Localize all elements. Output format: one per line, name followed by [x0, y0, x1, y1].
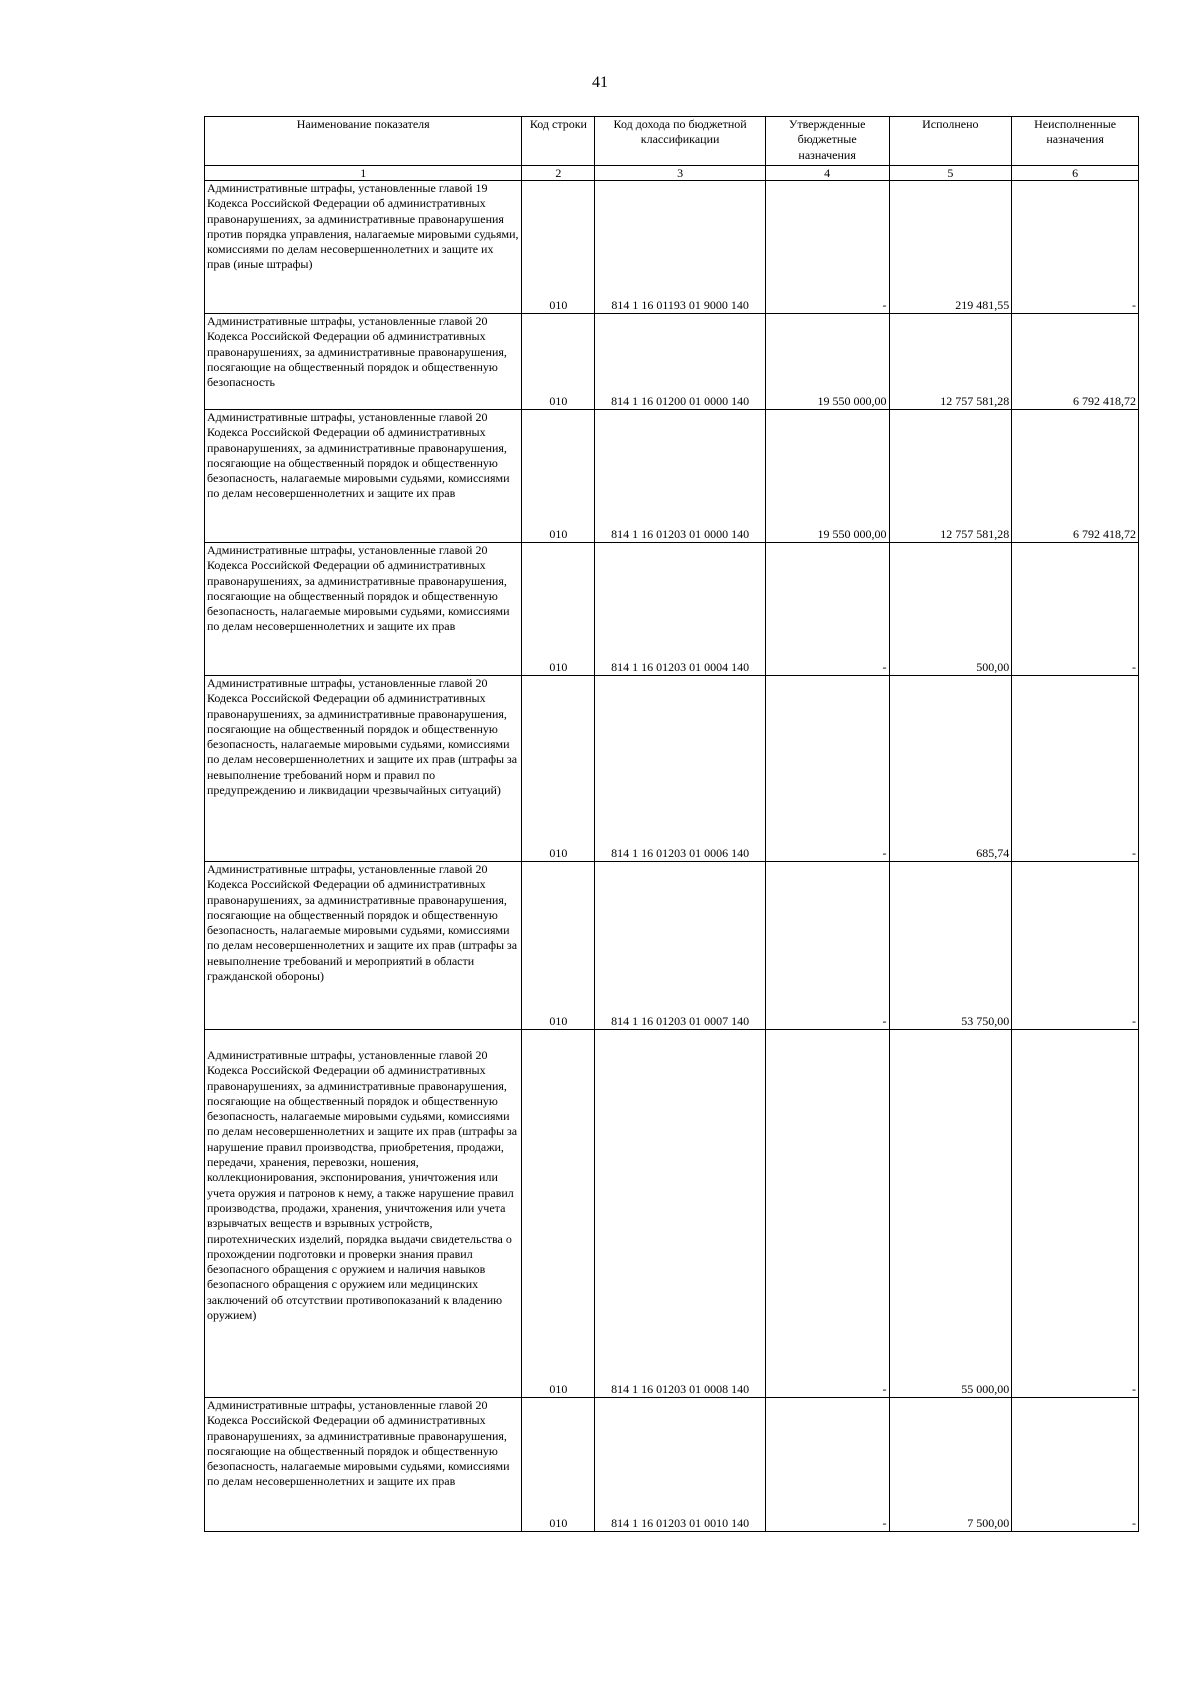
header-approved: Утвержденные бюджетные назначения — [765, 117, 889, 166]
header-unexecuted: Неисполненные назначения — [1012, 117, 1139, 166]
income-code: 814 1 16 01200 01 0000 140 — [595, 314, 765, 410]
approved-amount: - — [765, 543, 889, 676]
approved-amount: - — [765, 1030, 889, 1398]
unexecuted-amount: - — [1012, 181, 1139, 314]
unexecuted-amount: - — [1012, 862, 1139, 1030]
indicator-name: Административные штрафы, установленные главой 20 Кодекса Российской Федерации об административных правонарушениях, за административные правонарушения, посягающие на общественный порядок и общественную безопасность, налагаемые мировыми судьями, комиссиями по делам несовершеннолетних и защите их прав — [205, 1398, 522, 1532]
indicator-name: Административные штрафы, установленные главой 20 Кодекса Российской Федерации об административных правонарушениях, за административные правонарушения, посягающие на общественный порядок и общественную безопасность, налагаемые мировыми судьями, комиссиями по делам несовершеннолетних и защите их прав (штрафы за невыполнение требований и мероприятий в области гражданской обороны) — [205, 862, 522, 1030]
approved-amount: - — [765, 676, 889, 862]
table-row — [205, 862, 1139, 1030]
line-code: 010 — [522, 181, 595, 314]
executed-amount: 500,00 — [889, 543, 1012, 676]
table-row — [205, 1030, 1139, 1398]
column-number: 2 — [522, 166, 595, 181]
unexecuted-amount: - — [1012, 1030, 1139, 1398]
unexecuted-amount: 6 792 418,72 — [1012, 314, 1139, 410]
table-row — [205, 314, 1139, 410]
column-number: 5 — [889, 166, 1012, 181]
unexecuted-amount: - — [1012, 1398, 1139, 1532]
income-code: 814 1 16 01203 01 0004 140 — [595, 543, 765, 676]
line-code: 010 — [522, 1398, 595, 1532]
indicator-name: Административные штрафы, установленные главой 20 Кодекса Российской Федерации об административных правонарушениях, за административные правонарушения, посягающие на общественный порядок и общественную безопасность, налагаемые мировыми судьями, комиссиями по делам несовершеннолетних и защите их прав (штрафы за нарушение правил производства, приобретения, продажи, передачи, хранения, перевозки, ношения, коллекционирования, экспонирования, уничтожения или учета оружия и патронов к нему, а также нарушение правил производства, продажи, хранения, уничтожения или учета взрывчатых веществ и взрывных устройств, пиротехнических изделий, порядка выдачи свидетельства о прохождении подготовки и проверки знания правил безопасного обращения с оружием и наличия навыков безопасного обращения с оружием или медицинских заключений об отсутствии противопоказаний к владению оружием) — [205, 1030, 522, 1398]
table-row — [205, 181, 1139, 314]
income-code: 814 1 16 01203 01 0000 140 — [595, 410, 765, 543]
header-income-code: Код дохода по бюджетной классификации — [595, 117, 765, 166]
indicator-name: Административные штрафы, установленные главой 20 Кодекса Российской Федерации об административных правонарушениях, за административные правонарушения, посягающие на общественный порядок и общественную безопасность, налагаемые мировыми судьями, комиссиями по делам несовершеннолетних и защите их прав — [205, 543, 522, 676]
line-code: 010 — [522, 314, 595, 410]
indicator-name: Административные штрафы, установленные главой 20 Кодекса Российской Федерации об административных правонарушениях, за административные правонарушения, посягающие на общественный порядок и общественную безопасность, налагаемые мировыми судьями, комиссиями по делам несовершеннолетних и защите их прав (штрафы за невыполнение требований норм и правил по предупреждению и ликвидации чрезвычайных ситуаций) — [205, 676, 522, 862]
unexecuted-amount: 6 792 418,72 — [1012, 410, 1139, 543]
indicator-name: Административные штрафы, установленные главой 20 Кодекса Российской Федерации об административных правонарушениях, за административные правонарушения, посягающие на общественный порядок и общественную безопасность, налагаемые мировыми судьями, комиссиями по делам несовершеннолетних и защите их прав — [205, 410, 522, 543]
unexecuted-amount: - — [1012, 676, 1139, 862]
column-numbers-row — [205, 166, 1139, 181]
executed-amount: 685,74 — [889, 676, 1012, 862]
approved-amount: - — [765, 862, 889, 1030]
column-number: 6 — [1012, 166, 1139, 181]
column-number: 4 — [765, 166, 889, 181]
column-number: 1 — [205, 166, 522, 181]
executed-amount: 12 757 581,28 — [889, 314, 1012, 410]
header-executed: Исполнено — [889, 117, 1012, 166]
executed-amount: 55 000,00 — [889, 1030, 1012, 1398]
unexecuted-amount: - — [1012, 543, 1139, 676]
income-code: 814 1 16 01203 01 0010 140 — [595, 1398, 765, 1532]
approved-amount: - — [765, 1398, 889, 1532]
budget-execution-table — [204, 116, 1139, 1532]
executed-amount: 53 750,00 — [889, 862, 1012, 1030]
income-code: 814 1 16 01193 01 9000 140 — [595, 181, 765, 314]
indicator-name: Административные штрафы, установленные главой 20 Кодекса Российской Федерации об административных правонарушениях, за административные правонарушения, посягающие на общественный порядок и общественную безопасность — [205, 314, 522, 410]
approved-amount: 19 550 000,00 — [765, 314, 889, 410]
income-code: 814 1 16 01203 01 0007 140 — [595, 862, 765, 1030]
line-code: 010 — [522, 862, 595, 1030]
header-name: Наименование показателя — [205, 117, 522, 166]
table-row — [205, 1398, 1139, 1532]
approved-amount: - — [765, 181, 889, 314]
line-code: 010 — [522, 676, 595, 862]
executed-amount: 219 481,55 — [889, 181, 1012, 314]
income-code: 814 1 16 01203 01 0006 140 — [595, 676, 765, 862]
line-code: 010 — [522, 543, 595, 676]
executed-amount: 12 757 581,28 — [889, 410, 1012, 543]
header-line-code: Код строки — [522, 117, 595, 166]
header-row — [205, 117, 1139, 166]
table-row — [205, 543, 1139, 676]
executed-amount: 7 500,00 — [889, 1398, 1012, 1532]
income-code: 814 1 16 01203 01 0008 140 — [595, 1030, 765, 1398]
line-code: 010 — [522, 410, 595, 543]
page-number: 41 — [592, 74, 608, 91]
approved-amount: 19 550 000,00 — [765, 410, 889, 543]
table-row — [205, 410, 1139, 543]
indicator-name: Административные штрафы, установленные главой 19 Кодекса Российской Федерации об административных правонарушениях, за административные правонарушения против порядка управления, налагаемые мировыми судьями, комиссиями по делам несовершеннолетних и защите их прав (иные штрафы) — [205, 181, 522, 314]
line-code: 010 — [522, 1030, 595, 1398]
column-number: 3 — [595, 166, 765, 181]
table-row — [205, 676, 1139, 862]
